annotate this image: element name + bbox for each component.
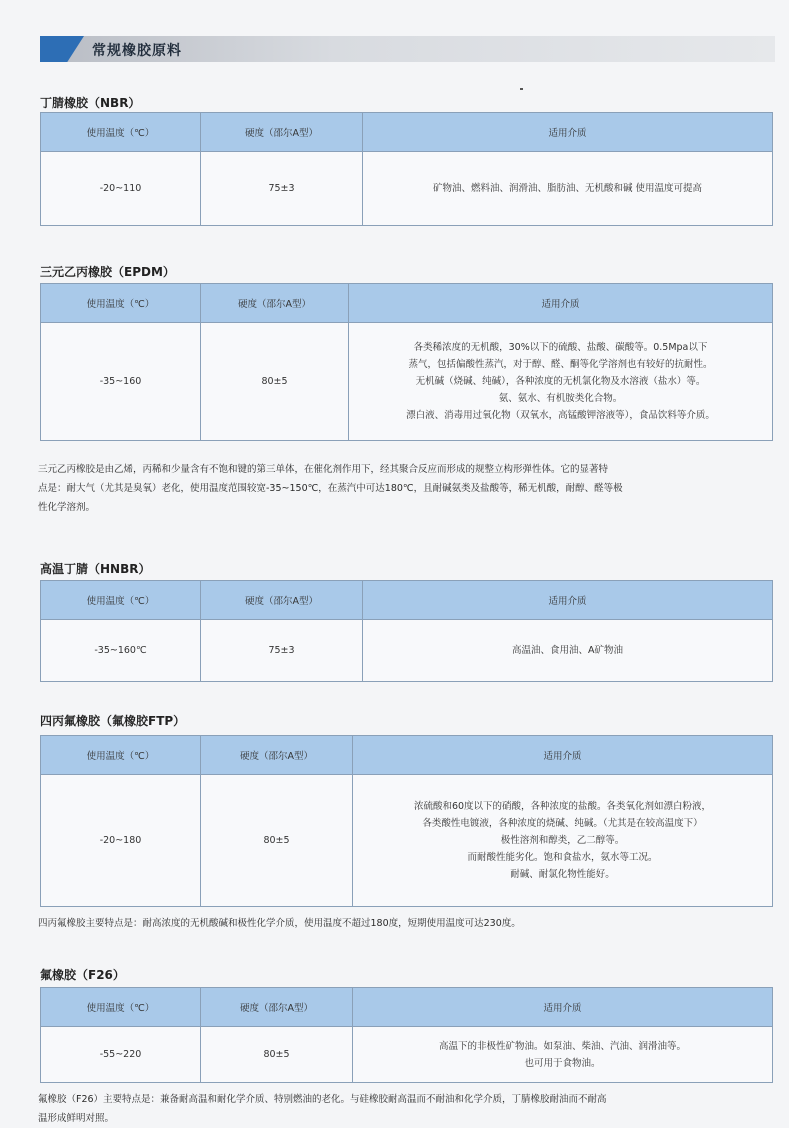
media-line: 无机碱（烧碱、纯碱），各种浓度的无机氯化物及水溶液（盐水）等。 xyxy=(415,376,706,387)
col-media: 适用介质 xyxy=(349,284,773,323)
temp-value: -20~110 xyxy=(41,152,201,226)
note-f26 xyxy=(38,1090,778,1128)
hardness-value: 75±3 xyxy=(201,620,363,682)
section-title-nbr: 丁腈橡胶（NBR） xyxy=(40,96,141,110)
table-row xyxy=(41,775,773,907)
col-hardness: 硬度（邵尔A型） xyxy=(201,736,353,775)
col-media: 适用介质 xyxy=(363,113,773,152)
col-hardness: 硬度（邵尔A型） xyxy=(201,988,353,1027)
page-title: 常规橡胶原料 xyxy=(92,43,182,59)
media-line: 也可用于食物油。 xyxy=(524,1057,601,1069)
table-header-row xyxy=(41,581,773,620)
col-temp: 使用温度（℃） xyxy=(41,113,201,152)
media-line: 高温油、食用油、A矿物油 xyxy=(512,645,623,656)
media-line: 蒸气，包括偏酸性蒸汽，对于醇、醛、酮等化学溶剂也有较好的抗耐性。 xyxy=(408,359,713,370)
media-line: 各类酸性电镀液，各种浓度的烧碱、纯碱。（尤其是在较高温度下） xyxy=(422,818,703,829)
col-temp: 使用温度（℃） xyxy=(41,581,201,620)
note-line: 温形成鲜明对照。 xyxy=(38,1113,115,1124)
media-line: 极性溶剂和醇类，乙二醇等。 xyxy=(500,835,625,846)
col-hardness: 硬度（邵尔A型） xyxy=(201,581,363,620)
temp-value: -35~160 xyxy=(41,323,201,441)
temp-value: -20~180 xyxy=(41,775,201,907)
table-row xyxy=(41,1027,773,1083)
col-temp: 使用温度（℃） xyxy=(41,988,201,1027)
table-ftp xyxy=(40,735,773,907)
col-media: 适用介质 xyxy=(363,581,773,620)
media-line: 高温下的非极性矿物油。如泵油、柴油、汽油、润滑油等。 xyxy=(438,1040,686,1052)
table-header-row xyxy=(41,988,773,1027)
media-value xyxy=(363,152,773,226)
table-row xyxy=(41,620,773,682)
temp-value: -35~160℃ xyxy=(41,620,201,682)
table-nbr xyxy=(40,112,773,226)
table-epdm xyxy=(40,283,773,441)
speck xyxy=(520,88,523,90)
media-value xyxy=(349,323,773,441)
temp-value: -55~220 xyxy=(41,1027,201,1083)
table-header-row xyxy=(41,284,773,323)
media-line: 漂白液、消毒用过氧化物（双氧水，高锰酸钾溶液等），食品饮料等介质。 xyxy=(406,410,715,421)
media-line: 各类稀浓度的无机酸，30%以下的硫酸、盐酸、碳酸等。0.5Mpa以下 xyxy=(413,342,708,353)
section-title-epdm: 三元乙丙橡胶（EPDM） xyxy=(40,265,175,279)
note-line: 氟橡胶（F26）主要特点是：兼备耐高温和耐化学介质、特别燃油的老化。与硅橡胶耐高温而不耐油和化学介质，丁腈橡胶耐油而不耐高 xyxy=(38,1094,607,1105)
hardness-value: 75±3 xyxy=(201,152,363,226)
hardness-value: 80±5 xyxy=(201,1027,353,1083)
table-hnbr xyxy=(40,580,773,682)
section-title-hnbr: 高温丁腈（HNBR） xyxy=(40,562,151,576)
table-row xyxy=(41,323,773,441)
media-value xyxy=(353,775,773,907)
note-line: 性化学溶剂。 xyxy=(38,502,96,513)
table-header-row xyxy=(41,736,773,775)
note-line: 四丙氟橡胶主要特点是：耐高浓度的无机酸碱和极性化学介质，使用温度不超过180度，短期使用温度可达230度。 xyxy=(38,918,521,929)
section-title-ftp: 四丙氟橡胶（氟橡胶FTP） xyxy=(40,714,186,728)
media-line: 氨、氨水、有机胺类化合物。 xyxy=(498,393,623,404)
hardness-value: 80±5 xyxy=(201,775,353,907)
col-hardness: 硬度（邵尔A型） xyxy=(201,113,363,152)
note-line: 点是：耐大气（尤其是臭氧）老化，使用温度范围较宽-35~150℃，在蒸汽中可达180℃，且耐碱氨类及盐酸等，稀无机酸，耐醇、醛等极 xyxy=(38,483,623,494)
col-media: 适用介质 xyxy=(353,988,773,1027)
note-ftp xyxy=(38,914,778,933)
table-row xyxy=(41,152,773,226)
media-line: 浓硫酸和60度以下的硝酸，各种浓度的盐酸。各类氧化剂如漂白粉液， xyxy=(413,801,712,812)
col-media: 适用介质 xyxy=(353,736,773,775)
table-f26 xyxy=(40,987,773,1083)
media-line: 而耐酸性能劣化。饱和食盐水，氨水等工况。 xyxy=(467,852,658,863)
col-temp: 使用温度（℃） xyxy=(41,736,201,775)
col-hardness: 硬度（邵尔A型） xyxy=(201,284,349,323)
note-epdm xyxy=(38,460,778,517)
note-line: 三元乙丙橡胶是由乙烯，丙稀和少量含有不饱和键的第三单体，在催化剂作用下，经其聚合反应而形成的规整立构形弹性体。它的显著特 xyxy=(38,464,609,475)
media-line: 耐碱、耐氯化物性能好。 xyxy=(510,869,615,880)
media-line: 矿物油、燃料油、润滑油、脂肪油、无机酸和碱 使用温度可提高 xyxy=(432,183,703,194)
media-value xyxy=(363,620,773,682)
media-value xyxy=(353,1027,773,1083)
section-title-f26: 氟橡胶（F26） xyxy=(40,968,125,982)
table-header-row xyxy=(41,113,773,152)
col-temp: 使用温度（℃） xyxy=(41,284,201,323)
hardness-value: 80±5 xyxy=(201,323,349,441)
